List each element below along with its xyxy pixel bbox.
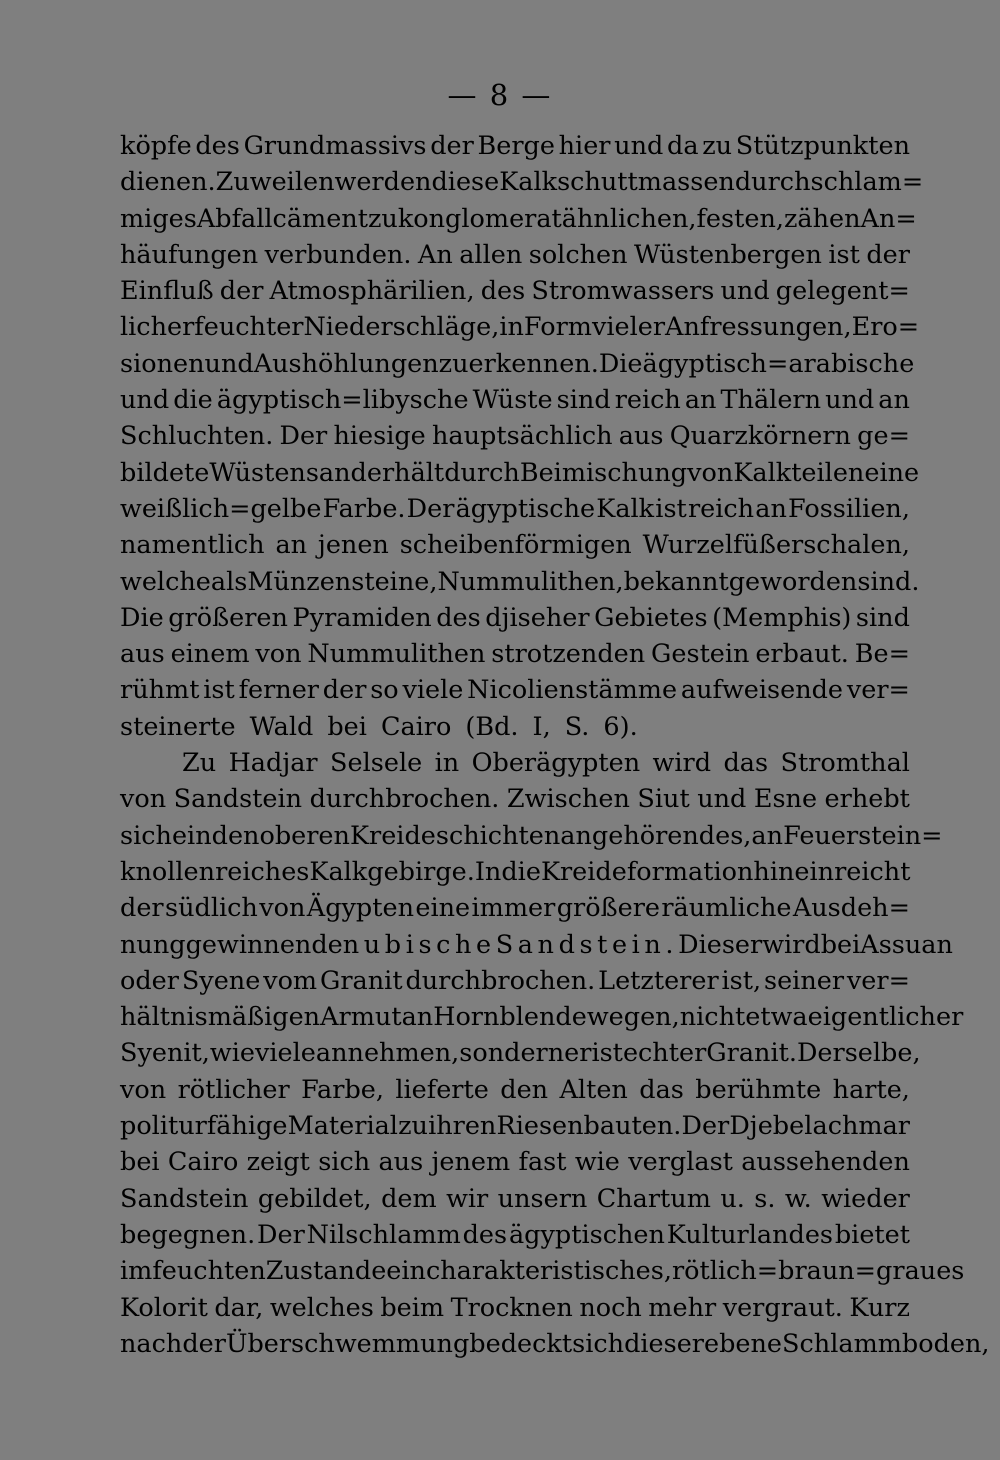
text-line: namentlich an jenen scheibenförmigen Wurzelfüßerschalen, [120,530,910,561]
text-line: welche als Münzensteine, Nummulithen, bekannt geworden sind. [120,566,920,597]
text-line: sich ein den oberen Kreideschichten angehörendes, an Feuerstein= [120,820,943,851]
text-line: Einfluß der Atmosphärilien, des Stromwassers und gelegent= [120,276,910,307]
text-line: politurfähige Material zu ihren Riesenbauten. Der Djebel achmar [120,1111,910,1142]
text-line: im feuchten Zustande ein charakteristisches, rötlich=braun=graues [120,1256,965,1287]
text-line: Kolorit dar, welches beim Trocknen noch mehr vergraut. Kurz [120,1292,910,1323]
text-line: von rötlicher Farbe, lieferte den Alten das berühmte harte, [120,1074,910,1105]
text-line: steinerte Wald bei Cairo (Bd. I, S. 6). [120,711,638,742]
text-line: licher feuchter Niederschläge, in Form vieler Anfressungen, Ero= [120,312,920,343]
text-line: Zu Hadjar Selsele in Oberägypten wird das Stromthal [182,748,910,779]
body-text [120,128,990,1362]
text-line: nach der Überschwemmung bedeckt sich dieser ebene Schlammboden, [120,1328,990,1359]
text-line: bei Cairo zeigt sich aus jenem fast wie verglast aussehenden [120,1147,910,1178]
text-line: Schluchten. Der hiesige hauptsächlich aus Quarzkörnern ge= [120,421,910,452]
text-line: miges Abfallcäment zu konglomeratähnlichen, festen, zähen An= [120,203,917,234]
text-line: rühmt ist ferner der so viele Nicolienstämme aufweisende ver= [120,675,910,706]
text-line: von Sandstein durchbrochen. Zwischen Siut und Esne erhebt [120,784,910,815]
page-number-header: — 8 — [447,78,553,112]
text-line: begegnen. Der Nilschlamm des ägyptischen Kulturlandes bietet [120,1219,910,1250]
text-line: oder Syene vom Granit durchbrochen. Letzterer ist, seiner ver= [120,965,910,996]
text-line: weißlich=gelbe Farbe. Der ägyptische Kalk ist reich an Fossilien, [120,493,910,524]
text-line: köpfe des Grundmassivs der Berge hier und da zu Stützpunkten [120,131,910,161]
text-line: knollen reiches Kalkgebirge. In die Kreideformation hinein reicht [120,856,911,887]
text-line: häufungen verbunden. An allen solchen Wüstenbergen ist der [120,239,910,270]
text-line: Die größeren Pyramiden des djiseher Gebietes (Memphis) sind [120,602,910,633]
text-line: dienen. Zuweilen werden diese Kalkschuttmassen durch schlam= [120,167,924,198]
text-line: Syenit, wie viele annehmen, sondern er ist echter Granit. Derselbe, [120,1038,921,1069]
text-line: und die ägyptisch=libysche Wüste sind reich an Thälern und an [120,385,910,416]
text-line: bildete Wüstensand erhält durch Beimischung von Kalkteilen eine [120,457,920,488]
text-line: hältnismäßigen Armut an Hornblende wegen, nicht etwa eigentlicher [120,1002,964,1033]
text-line: aus einem von Nummulithen strotzenden Gestein erbaut. Be= [120,639,910,670]
text-line: nung gewinnende nubische Sandstein. Dieser wird bei Assuan [120,929,953,960]
text-line: Sandstein gebildet, dem wir unsern Chartum u. s. w. wieder [120,1183,910,1214]
text-line: der südlich von Ägypten eine immer größere räumliche Ausdeh= [120,893,910,924]
text-line: sionen und Aushöhlungen zu erkennen. Die ägyptisch=arabische [120,348,915,379]
